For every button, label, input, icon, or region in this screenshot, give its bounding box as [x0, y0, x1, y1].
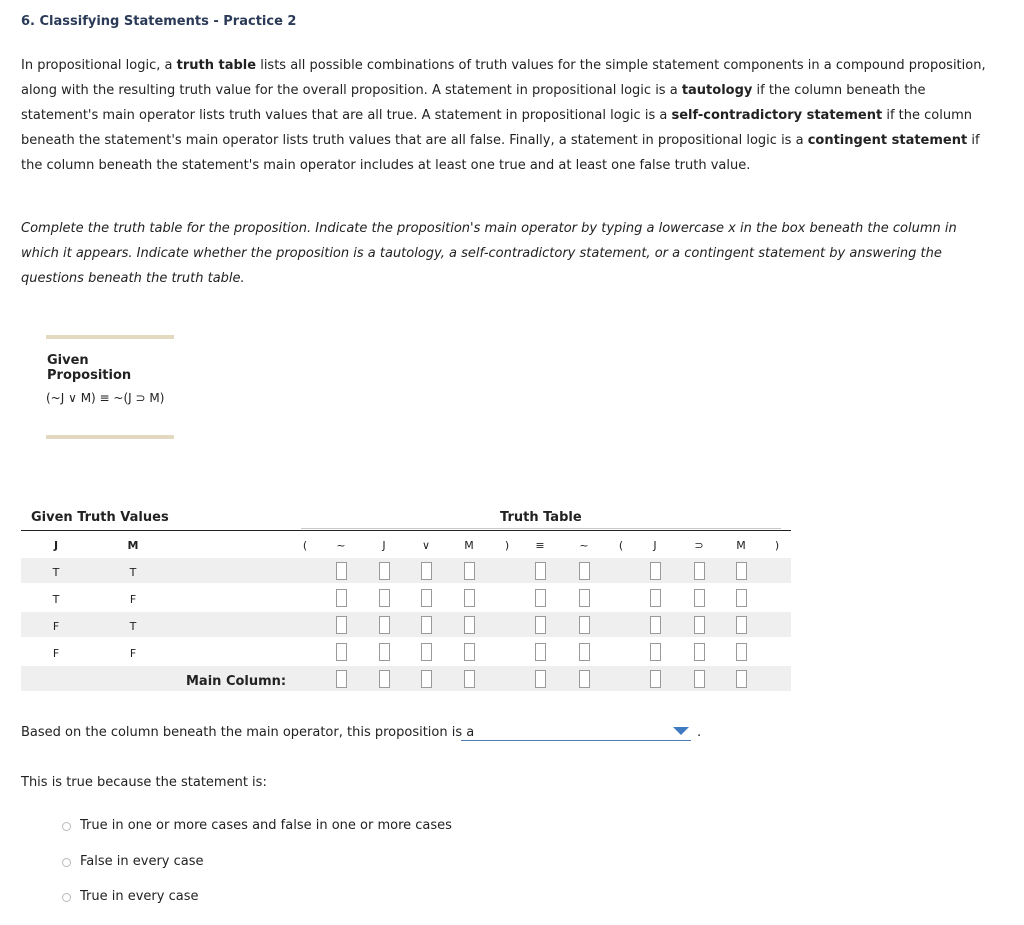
truth-value-input[interactable] [464, 589, 475, 607]
truth-table-label: Truth Table [500, 510, 582, 525]
truth-value-input[interactable] [535, 616, 546, 634]
truth-value-input[interactable] [736, 616, 747, 634]
intro-term: self-contradictory statement [671, 108, 883, 123]
main-column-input[interactable] [579, 670, 590, 688]
given-header-j: J [53, 539, 59, 552]
main-column-input[interactable] [535, 670, 546, 688]
given-truth-value: F [52, 647, 60, 660]
intro-text: lists all possible combinations of truth values for the simple statement components in a compound proposition, along with the resulting truth value for the overall proposition. A statement in propositional logic is a [21, 58, 986, 98]
truth-value-input[interactable] [336, 643, 347, 661]
given-truth-value: T [52, 566, 60, 579]
table-row [21, 639, 791, 664]
truth-table-header-symbol: J [653, 539, 657, 552]
intro-term: tautology [681, 83, 753, 98]
truth-value-input[interactable] [421, 616, 432, 634]
truth-value-input[interactable] [464, 616, 475, 634]
truth-table-header-symbol: ( [618, 539, 624, 552]
instructions-paragraph: Complete the truth table for the proposition. Indicate the proposition's main operator by typing a lowercase x in the box beneath the column in which it appears. Indicate whether the proposition is a tautology, a self-contradictory statement, or a contingent statement by answering the questions beneath the truth table. [21, 221, 957, 286]
given-proposition-formula: (~J ∨ M) ≡ ~(J ⊃ M) [46, 391, 165, 405]
given-proposition-box [46, 335, 174, 439]
table-header-rule [21, 530, 791, 531]
truth-value-input[interactable] [694, 562, 705, 580]
main-column-input[interactable] [421, 670, 432, 688]
page-title: 6. Classifying Statements - Practice 2 [21, 14, 297, 29]
truth-table-header-symbol: M [464, 539, 474, 552]
given-truth-value: F [129, 593, 137, 606]
truth-value-input[interactable] [535, 562, 546, 580]
given-truth-value: F [52, 620, 60, 633]
classification-dropdown[interactable] [461, 722, 691, 741]
classification-prompt: Based on the column beneath the main operator, this proposition is a [21, 725, 475, 740]
truth-value-input[interactable] [650, 643, 661, 661]
truth-value-input[interactable] [650, 589, 661, 607]
intro-text: if the column beneath the statement's main operator includes at least one true and at least one false truth value. [21, 133, 980, 173]
intro-text: if the column beneath the statement's main operator lists truth values that are all false. Finally, a statement in propositional logic is a [21, 108, 972, 148]
truth-value-input[interactable] [535, 643, 546, 661]
truth-table-header-symbol: ~ [579, 539, 589, 552]
truth-table-header-symbol: ∨ [421, 539, 431, 552]
chevron-down-icon[interactable] [673, 727, 689, 735]
intro-paragraph [21, 53, 991, 178]
truth-table-header-symbol: ⊃ [694, 539, 704, 552]
truth-value-input[interactable] [535, 589, 546, 607]
truth-value-input[interactable] [379, 589, 390, 607]
truth-value-input[interactable] [579, 589, 590, 607]
radio-button-icon[interactable] [62, 858, 71, 867]
truth-table-header-symbol: ( [302, 539, 308, 552]
main-column-input[interactable] [379, 670, 390, 688]
main-column-input[interactable] [694, 670, 705, 688]
truth-value-input[interactable] [336, 562, 347, 580]
truth-value-input[interactable] [694, 643, 705, 661]
truth-value-input[interactable] [736, 589, 747, 607]
truth-value-input[interactable] [379, 562, 390, 580]
radio-button-icon[interactable] [62, 893, 71, 902]
radio-button-icon[interactable] [62, 822, 71, 831]
truth-value-input[interactable] [379, 616, 390, 634]
given-truth-value: T [52, 593, 60, 606]
given-proposition-heading: Given Proposition [47, 353, 132, 383]
truth-value-input[interactable] [736, 562, 747, 580]
given-truth-value: F [129, 647, 137, 660]
main-column-label: Main Column: [186, 674, 287, 689]
truth-table-header-symbol: ) [774, 539, 780, 552]
intro-term: contingent statement [807, 133, 968, 148]
intro-term: truth table [176, 58, 257, 73]
main-column-input[interactable] [650, 670, 661, 688]
reason-option-label: False in every case [80, 854, 204, 869]
truth-value-input[interactable] [464, 643, 475, 661]
truth-value-input[interactable] [694, 589, 705, 607]
truth-table-header-symbol: ) [504, 539, 510, 552]
truth-value-input[interactable] [650, 616, 661, 634]
truth-value-input[interactable] [464, 562, 475, 580]
main-column-input[interactable] [736, 670, 747, 688]
truth-value-input[interactable] [336, 616, 347, 634]
truth-value-input[interactable] [421, 562, 432, 580]
truth-value-input[interactable] [579, 616, 590, 634]
truth-table-header-symbol: J [382, 539, 386, 552]
truth-table-header-symbol: ~ [336, 539, 346, 552]
reason-prompt: This is true because the statement is: [21, 775, 267, 790]
truth-value-input[interactable] [336, 589, 347, 607]
table-row [21, 585, 791, 610]
truth-value-input[interactable] [421, 643, 432, 661]
reason-option-label: True in one or more cases and false in one or more cases [80, 818, 452, 833]
truth-value-input[interactable] [379, 643, 390, 661]
truth-table-header-symbol: M [736, 539, 746, 552]
intro-text: In propositional logic, a [21, 58, 177, 73]
reason-option-label: True in every case [80, 889, 199, 904]
truth-table-underline [301, 528, 781, 529]
truth-value-input[interactable] [694, 616, 705, 634]
given-truth-values-label: Given Truth Values [31, 510, 169, 525]
given-truth-value: T [129, 566, 137, 579]
main-column-input[interactable] [464, 670, 475, 688]
given-truth-value: T [129, 620, 137, 633]
truth-value-input[interactable] [579, 643, 590, 661]
sentence-period: . [697, 725, 702, 740]
truth-table-header-symbol: ≡ [535, 539, 545, 552]
truth-value-input[interactable] [579, 562, 590, 580]
main-column-input[interactable] [336, 670, 347, 688]
truth-value-input[interactable] [736, 643, 747, 661]
main-column-row [21, 666, 791, 691]
truth-value-input[interactable] [650, 562, 661, 580]
intro-text: if the column beneath the statement's main operator lists truth values that are all true. A statement in propositional logic is a [21, 83, 926, 123]
truth-value-input[interactable] [421, 589, 432, 607]
given-header-m: M [127, 539, 139, 552]
